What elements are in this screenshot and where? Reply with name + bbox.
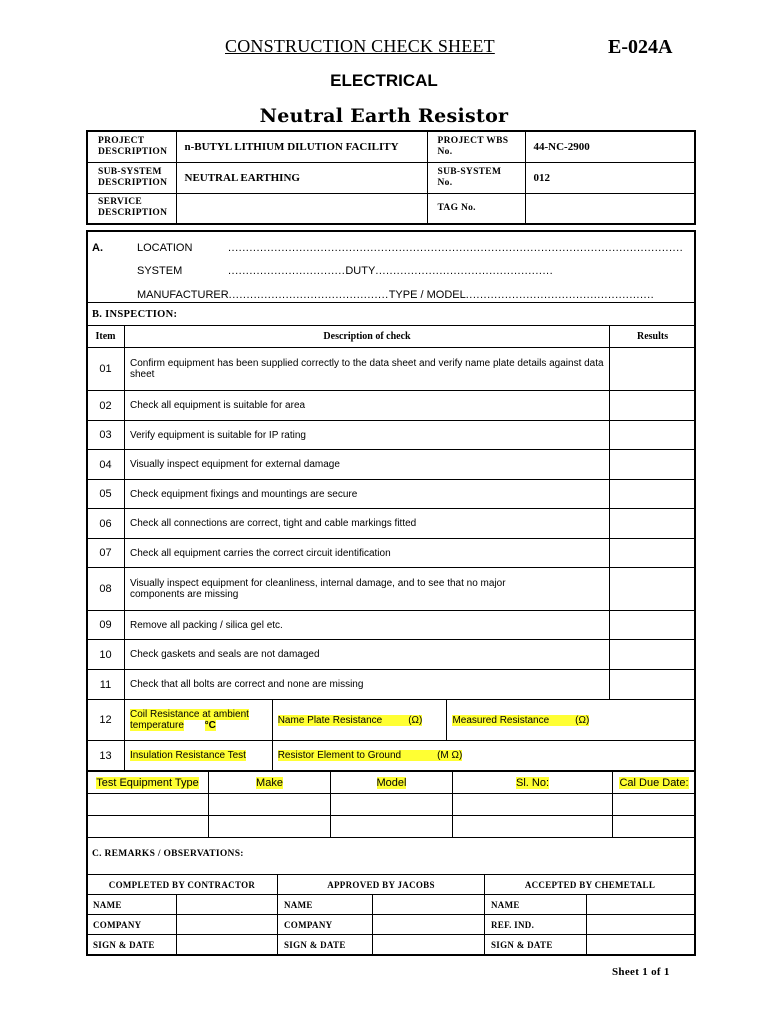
result-cell[interactable] [610,450,696,480]
item-number: 06 [87,509,125,539]
equipment-heading: Neutral Earth Resistor [259,105,509,127]
measured-resistance-label: Measured Resistance [452,714,550,726]
result-cell[interactable] [610,539,696,568]
tag-no-label: TAG No. [427,193,525,224]
sub-system-description-label: SUB-SYSTEM DESCRIPTION [87,162,176,193]
inspection-row [87,480,696,509]
item-number: 11 [87,670,125,700]
item-number: 09 [87,611,125,640]
duty-label: DUTY [345,265,376,277]
insulation-resistance-label: Insulation Resistance Test [129,750,246,761]
check-description: Check all equipment carries the correct circuit identification [124,539,609,568]
check-description: Check that all bolts are correct and none are missing [124,670,609,700]
project-wbs-label: PROJECT WBS No. [427,131,525,162]
serial-no-header: Sl. No: [453,772,613,794]
type-model-field[interactable]: ..................................................... [465,289,655,301]
remarks-heading: C. REMARKS / OBSERVATIONS: [92,849,244,859]
system-label: SYSTEM [137,265,183,277]
model-cell[interactable] [331,816,453,838]
item-number: 07 [87,539,125,568]
serial-no-cell[interactable] [453,794,613,816]
col-header-description: Description of check [124,326,609,348]
chemetall-sign-date-field[interactable] [587,935,696,955]
equipment-type-header: Test Equipment Type [87,772,209,794]
sub-system-description-value[interactable]: NEUTRAL EARTHING [176,162,427,193]
contractor-name-label: NAME [87,895,177,915]
equipment-type-cell[interactable] [87,816,209,838]
inspection-row [87,450,696,480]
model-header: Model [331,772,453,794]
duty-field[interactable]: .................................................. [375,265,554,277]
system-duty-row[interactable] [228,265,553,277]
type-model-label: TYPE / MODEL [388,289,466,301]
section-a-letter: A. [92,242,103,254]
result-cell[interactable] [610,670,696,700]
check-description: Confirm equipment has been supplied correctly to the data sheet and verify name plate details against data sheet [124,348,609,391]
equipment-type-cell[interactable] [87,794,209,816]
inspection-row-12 [87,700,696,741]
equipment-row [87,794,696,816]
result-cell[interactable] [610,568,696,611]
check-description: Check all connections are correct, tight and cable markings fitted [124,509,609,539]
manufacturer-label: MANUFACTURER [137,289,229,301]
celsius-unit: °C [204,720,216,731]
serial-no-cell[interactable] [453,816,613,838]
result-cell[interactable] [610,391,696,421]
check-description: Check equipment fixings and mountings are secure [124,480,609,509]
check-description: Visually inspect equipment for cleanliness, internal damage, and to see that no major components are missing [124,568,609,611]
discipline-heading: ELECTRICAL [330,71,438,90]
insulation-resistance-cell[interactable] [124,741,272,771]
chemetall-name-field[interactable] [587,895,696,915]
nameplate-resistance-cell[interactable] [272,700,447,741]
result-cell[interactable] [610,640,696,670]
contractor-company-field[interactable] [177,915,278,935]
item-number: 12 [87,700,125,741]
megaohm-unit: (M Ω) [401,750,462,761]
ohm-unit: (Ω) [549,715,589,726]
location-label: LOCATION [137,242,193,254]
location-row[interactable] [137,242,192,254]
item-number: 08 [87,568,125,611]
inspection-row [87,348,696,391]
inspection-row [87,391,696,421]
col-header-results: Results [610,326,696,348]
chemetall-name-label: NAME [485,895,587,915]
inspection-row [87,568,696,611]
sub-system-no-label: SUB-SYSTEM No. [427,162,525,193]
test-equipment-table [86,771,696,838]
location-field[interactable]: ................................................................................................................................ [228,242,684,254]
project-info-table [86,130,696,225]
col-header-item: Item [87,326,125,348]
contractor-sign-date-field[interactable] [177,935,278,955]
inspection-row [87,421,696,450]
manufacturer-row[interactable] [137,289,654,301]
document-code: E-024A [608,36,673,58]
inspection-row [87,611,696,640]
project-description-label: PROJECT DESCRIPTION [87,131,176,162]
make-cell[interactable] [209,816,331,838]
check-description: Verify equipment is suitable for IP rating [124,421,609,450]
chemetall-heading: ACCEPTED BY CHEMETALL [485,875,696,895]
sheet-number: Sheet 1 of 1 [612,966,670,978]
result-cell[interactable] [610,509,696,539]
ohm-unit: (Ω) [382,715,422,726]
check-sheet-title: CONSTRUCTION CHECK SHEET [225,36,495,56]
jacobs-company-label: COMPANY [278,915,373,935]
jacobs-sign-date-label: SIGN & DATE [278,935,373,955]
tag-no-value[interactable] [525,193,695,224]
make-header: Make [209,772,331,794]
jacobs-heading: APPROVED BY JACOBS [278,875,485,895]
service-description-label: SERVICE DESCRIPTION [87,193,176,224]
coil-resistance-label: Coil Resistance at ambient temperature [129,709,249,731]
section-b-title: B. INSPECTION: [87,303,696,326]
check-description: Remove all packing / silica gel etc. [124,611,609,640]
equipment-row [87,816,696,838]
jacobs-company-field[interactable] [373,915,485,935]
system-field[interactable]: ................................. [228,265,346,277]
jacobs-name-label: NAME [278,895,373,915]
model-cell[interactable] [331,794,453,816]
result-cell[interactable] [610,348,696,391]
cal-due-date-cell[interactable] [613,816,696,838]
sign-off-table [86,874,696,955]
chemetall-ref-ind-field[interactable] [587,915,696,935]
resistor-element-label: Resistor Element to Ground [277,750,402,761]
contractor-company-label: COMPANY [87,915,177,935]
inspection-table [86,302,696,771]
inspection-row [87,670,696,700]
item-number: 05 [87,480,125,509]
jacobs-sign-date-field[interactable] [373,935,485,955]
check-description: Check all equipment is suitable for area [124,391,609,421]
jacobs-name-field[interactable] [373,895,485,915]
result-cell[interactable] [610,421,696,450]
item-number: 01 [87,348,125,391]
inspection-row-13 [87,741,696,771]
inspection-row [87,539,696,568]
item-number: 10 [87,640,125,670]
check-description: Check gaskets and seals are not damaged [124,640,609,670]
contractor-heading: COMPLETED BY CONTRACTOR [87,875,278,895]
cal-due-date-header: Cal Due Date: [613,772,696,794]
contractor-name-field[interactable] [177,895,278,915]
item-number: 03 [87,421,125,450]
inspection-row [87,509,696,539]
manufacturer-field[interactable]: ............................................. [228,289,389,301]
item-number: 04 [87,450,125,480]
item-number: 13 [87,741,125,771]
project-description-value[interactable]: n-BUTYL LITHIUM DILUTION FACILITY [176,131,427,162]
sub-system-no-value[interactable]: 012 [525,162,695,193]
resistor-element-cell[interactable] [272,741,695,771]
chemetall-ref-ind-label: REF. IND. [485,915,587,935]
result-cell[interactable] [610,480,696,509]
contractor-sign-date-label: SIGN & DATE [87,935,177,955]
check-description: Visually inspect equipment for external damage [124,450,609,480]
coil-resistance-cell[interactable] [124,700,272,741]
result-cell[interactable] [610,611,696,640]
service-description-value[interactable] [176,193,427,224]
measured-resistance-cell[interactable] [447,700,696,741]
nameplate-resistance-label: Name Plate Resistance [277,714,383,726]
item-number: 02 [87,391,125,421]
cal-due-date-cell[interactable] [613,794,696,816]
chemetall-sign-date-label: SIGN & DATE [485,935,587,955]
project-wbs-value[interactable]: 44-NC-2900 [525,131,695,162]
inspection-row [87,640,696,670]
make-cell[interactable] [209,794,331,816]
